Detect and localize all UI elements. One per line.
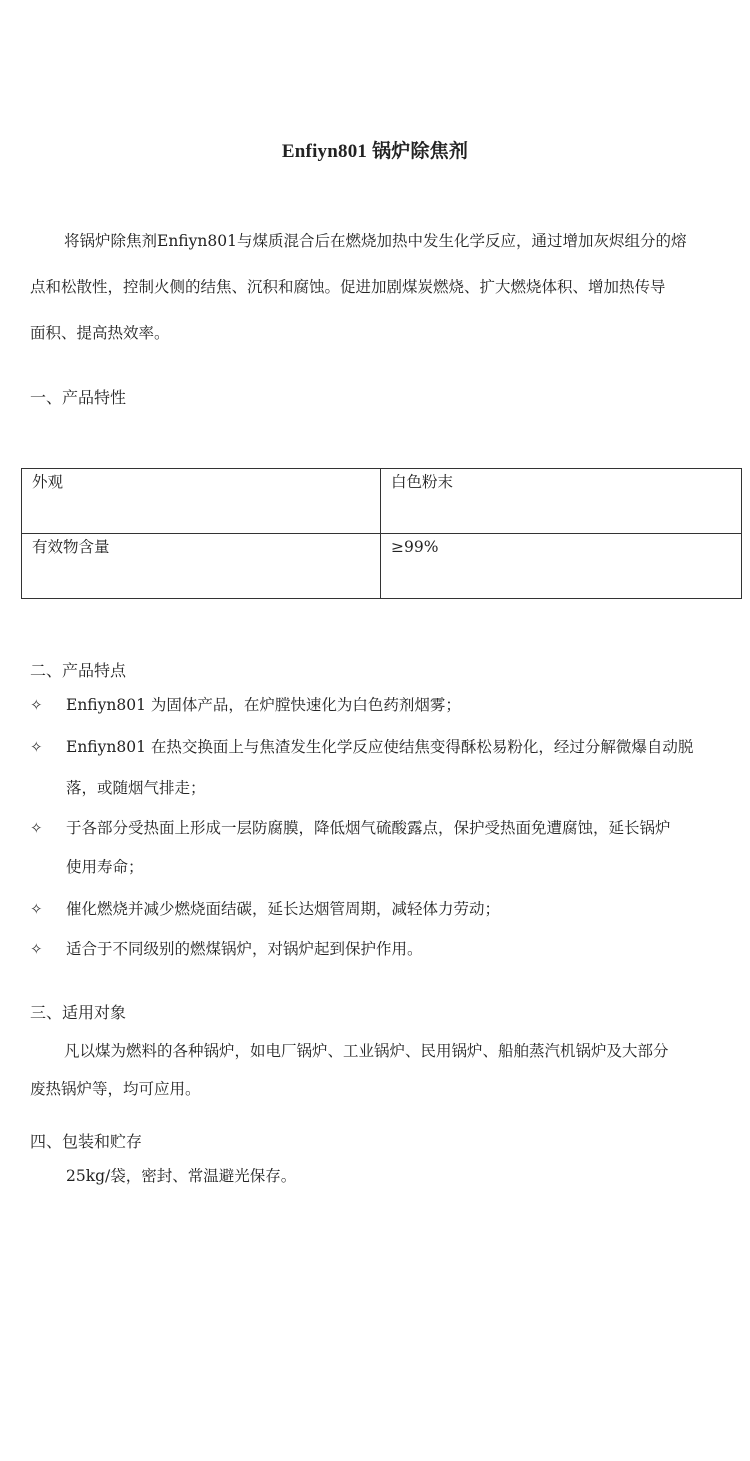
feature-line: 落，或随烟气排走； <box>66 779 206 797</box>
intro-line: 点和松散性，控制火侧的结焦、沉积和腐蚀。促进加剧煤炭燃烧、扩大燃烧体积、增加热传导 <box>30 278 666 296</box>
table-cell-label: 外观 <box>22 469 381 534</box>
intro-line: 将锅炉除焦剂Enfiyn801与煤质混合后在燃烧加热中发生化学反应，通过增加灰烬组分的熔 <box>64 232 687 250</box>
document-title: Enfiyn801 锅炉除焦剂 <box>281 141 469 162</box>
section-heading-packaging: 四、包装和贮存 <box>30 1132 143 1151</box>
applications-line: 凡以煤为燃料的各种锅炉，如电厂锅炉、工业锅炉、民用锅炉、船舶蒸汽机锅炉及大部分 <box>64 1042 669 1060</box>
section-heading-properties: 一、产品特性 <box>30 388 127 407</box>
feature-line: 催化燃烧并减少燃烧面结碳，延长达烟管周期，减轻体力劳动； <box>66 900 501 918</box>
table-cell-value: 白色粉末 <box>381 469 742 534</box>
table-cell-label: 有效物含量 <box>22 534 381 599</box>
diamond-star-icon: ✧ <box>30 696 43 714</box>
diamond-star-icon: ✧ <box>30 738 43 756</box>
table-row <box>22 534 742 599</box>
feature-line: 使用寿命； <box>66 858 144 876</box>
diamond-star-icon: ✧ <box>30 940 43 958</box>
feature-line: 适合于不同级别的燃煤锅炉，对锅炉起到保护作用。 <box>66 940 423 958</box>
section-heading-applications: 三、适用对象 <box>30 1003 127 1022</box>
diamond-star-icon: ✧ <box>30 900 43 918</box>
feature-line: Enfiyn801 在热交换面上与焦渣发生化学反应使结焦变得酥松易粉化，经过分解微爆自动脱 <box>66 738 694 756</box>
table-row <box>22 469 742 534</box>
packaging-text: 25kg/袋，密封、常温避光保存。 <box>66 1167 297 1185</box>
applications-line: 废热锅炉等，均可应用。 <box>30 1080 201 1098</box>
table-cell-value: ≥99% <box>381 534 742 599</box>
properties-table <box>21 468 742 599</box>
section-heading-features: 二、产品特点 <box>30 661 127 680</box>
feature-line: Enfiyn801 为固体产品，在炉膛快速化为白色药剂烟雾； <box>66 696 461 714</box>
diamond-star-icon: ✧ <box>30 819 43 837</box>
feature-line: 于各部分受热面上形成一层防腐膜，降低烟气硫酸露点，保护受热面免遭腐蚀，延长锅炉 <box>66 819 671 837</box>
intro-line: 面积、提高热效率。 <box>30 324 170 342</box>
